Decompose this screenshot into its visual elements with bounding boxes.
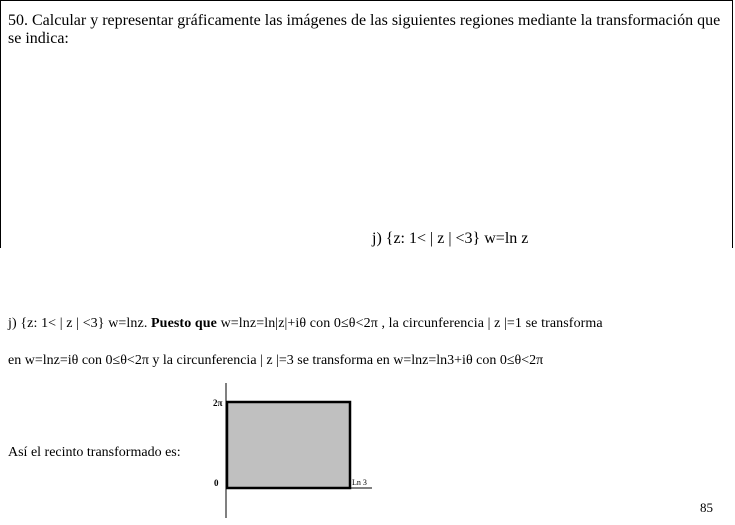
x-right-label: Ln 3 [352,478,367,487]
y-top-label: 2π [213,398,223,408]
problem-statement: 50. Calcular y representar gráficamente las imágenes de las siguientes regiones mediante la transformación que se indica: [8,12,721,47]
solution-line-2: en w=lnz=iθ con 0≤θ<2π y la circunferencia | z |=3 se transforma en w=lnz=ln3+iθ con 0≤θ<2π [8,353,544,368]
solution-line-1-c: w=lnz=ln|z|+iθ con 0≤θ<2π , la circunferencia | z |=1 se transforma [220,316,603,331]
transformed-region [227,402,350,488]
problem-item-j: j) {z: 1< | z | <3} w=ln z [372,230,529,247]
page-number: 85 [700,500,713,515]
solution-line-1-a: j) {z: 1< | z | <3} w=lnz. [8,316,148,331]
conclusion-text: Así el recinto transformado es: [8,445,181,460]
solution-line-1-b: Puesto que [151,316,217,331]
origin-label: 0 [214,478,219,488]
